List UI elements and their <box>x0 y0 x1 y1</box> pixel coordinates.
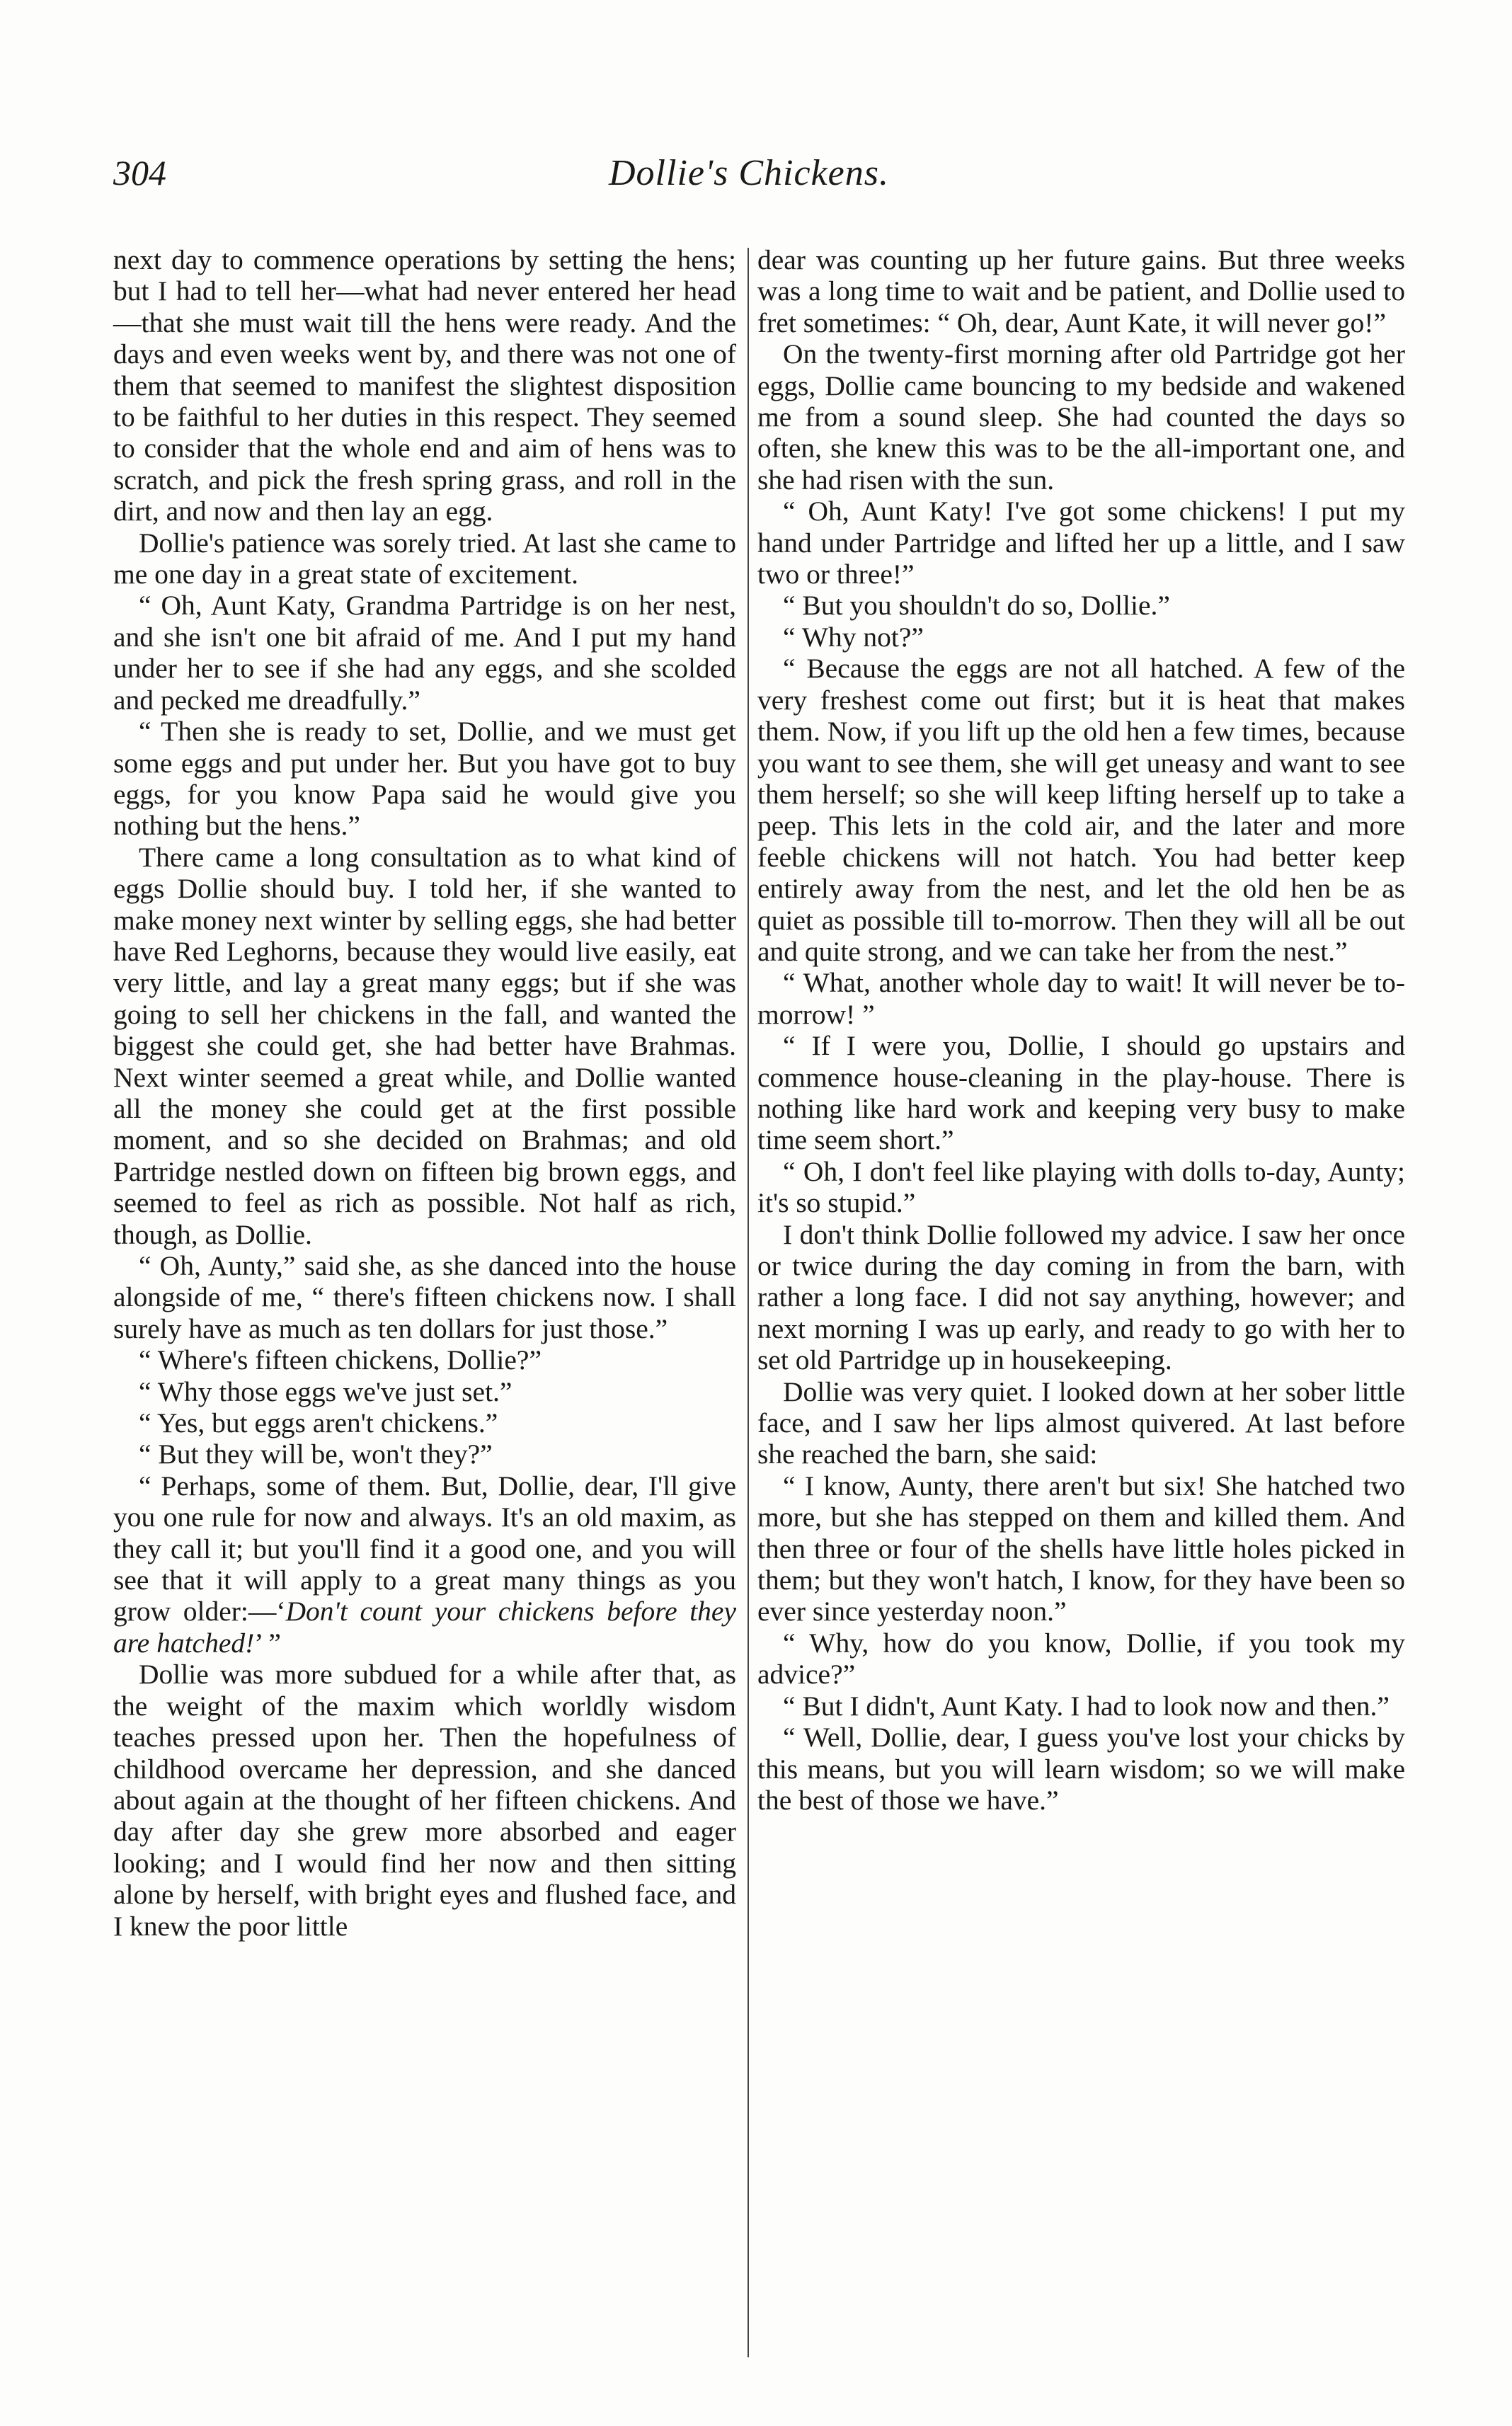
paragraph: “ Then she is ready to set, Dollie, and we must get some eggs and put under her. But you have got to buy eggs, for you know Papa said he would give you nothing but the hens.” <box>113 716 736 842</box>
paragraph: “ Well, Dollie, dear, I guess you've lost your chicks by this means, but you will learn wisdom; so we will make the best of those we have.” <box>757 1722 1405 1816</box>
paragraph: There came a long consultation as to what kind of eggs Dollie should buy. I told her, if she wanted to make money next winter by selling eggs, she had better have Red Leghorns, because they would live easily, eat very little, and lay a great many eggs; but if she was going to sell her chickens in the fall, and wanted the biggest she could get, she had better have Brahmas. Next winter seemed a great while, and Dollie wanted all the money she could get at the first possible moment, and so she decided on Brahmas; and old Partridge nestled down on fifteen big brown eggs, and seemed to feel as rich as possible. Not half as rich, though, as Dollie. <box>113 841 736 1250</box>
paragraph: “ Because the eggs are not all hatched. A few of the very freshest come out first; but it is heat that makes them. Now, if you lift up the old hen a few times, because you want to see them, she will get uneasy and want to see them herself; so she will keep lifting herself up to take a peep. This lets in the cold air, and the later and more feeble chickens will not hatch. You had better keep entirely away from the nest, and let the old hen be as quiet as possible till to-morrow. Then they will all be out and quite strong, and we can take her from the nest.” <box>757 653 1405 967</box>
paragraph: “ But they will be, won't they?” <box>139 1438 493 1470</box>
maxim-paragraph <box>113 1470 736 1659</box>
paragraph: “ Why, how do you know, Dollie, if you took my advice?” <box>757 1627 1405 1690</box>
paragraph: Dollie's patience was sorely tried. At last she came to me one day in a great state of excitement. <box>113 527 736 590</box>
maxim-close: ’ ” <box>254 1627 281 1659</box>
paragraph: On the twenty-first morning after old Partridge got her eggs, Dollie came bouncing to my bedside and wakened me from a sound sleep. She had counted the days so often, she knew this was to be the all-important one, and she had risen with the sun. <box>757 338 1405 496</box>
maxim-text: Don't count your chickens before they are hatched! <box>113 1596 736 1659</box>
right-column <box>757 244 1405 1816</box>
paragraph: “ Why those eggs we've just set.” <box>139 1375 512 1407</box>
paragraph: “ What, another whole day to wait! It will never be to-morrow! ” <box>757 967 1405 1030</box>
paragraph: next day to commence operations by setting the hens; but I had to tell her—what had never entered her head—that she must wait till the hens were ready. And the days and even weeks went by, and there was not one of them that seemed to manifest the slightest disposition to be faithful to her duties in this respect. They seemed to consider that the whole end and aim of hens was to scratch, and pick the fresh spring grass, and roll in the dirt, and now and then lay an egg. <box>113 244 736 527</box>
running-title: Dollie's Chickens. <box>609 153 889 193</box>
paragraph: Dollie was more subdued for a while after that, as the weight of the maxim which worldly wisdom teaches pressed upon her. Then the hopefulness of childhood overcame her depression, and she danced about again at the thought of her fifteen chickens. And day after day she grew more absorbed and eager looking; and I would find her now and then sitting alone by herself, with bright eyes and flushed face, and I knew the poor little <box>113 1659 736 1942</box>
paragraph: “ But you shouldn't do so, Dollie.” <box>783 590 1170 622</box>
paragraph: I don't think Dollie followed my advice. I saw her once or twice during the day coming in from the barn, with rather a long face. I did not say anything, however; and next morning I was up early, and ready to go with her to set old Partridge up in housekeeping. <box>757 1218 1405 1376</box>
paragraph: “ Oh, Aunt Katy, Grandma Partridge is on her nest, and she isn't one bit afraid of me. And I put my hand under her to see if she had any eggs, and she scolded and pecked me dreadfully.” <box>113 590 736 716</box>
paragraph: Dollie was very quiet. I looked down at her sober little face, and I saw her lips almost quivered. At last before she reached the barn, she said: <box>757 1375 1405 1470</box>
paragraph: “ If I were you, Dollie, I should go upstairs and commence house-cleaning in the play-house. There is nothing like hard work and keeping very busy to make time seem short.” <box>757 1030 1405 1156</box>
paragraph: “ Oh, I don't feel like playing with dolls to-day, Aunty; it's so stupid.” <box>757 1155 1405 1219</box>
paragraph: dear was counting up her future gains. But three weeks was a long time to wait and be patient, and Dollie used to fret sometimes: “ Oh, dear, Aunt Kate, it will never go!” <box>757 244 1405 338</box>
paragraph: “ Oh, Aunt Katy! I've got some chickens! I put my hand under Partridge and lifted her up a little, and I saw two or three!” <box>757 496 1405 590</box>
paragraph: “ Why not?” <box>783 621 924 653</box>
paragraph: “ But I didn't, Aunt Katy. I had to look now and then.” <box>783 1690 1390 1722</box>
paragraph: “ Where's fifteen chickens, Dollie?” <box>139 1344 542 1376</box>
left-column <box>113 244 736 1942</box>
paragraph: “ Yes, but eggs aren't chickens.” <box>139 1407 498 1439</box>
page-header <box>113 152 1402 216</box>
paragraph: “ I know, Aunty, there aren't but six! She hatched two more, but she has stepped on them and killed them. And then three or four of the shells have little holes picked in them; but they won't hatch, I know, for they have been so ever since yesterday noon.” <box>757 1470 1405 1627</box>
paragraph: “ Oh, Aunty,” said she, as she danced into the house alongside of me, “ there's fifteen chickens now. I shall surely have as much as ten dollars for just those.” <box>113 1250 736 1344</box>
page-number: 304 <box>113 153 166 193</box>
maxim-lead-in: “ Perhaps, some of them. But, Dollie, dear, I'll give you one rule for now and always. It's an old maxim, as they call it; but you'll find it a good one, and you will see that it will apply to a great many things as you grow older:—‘ <box>113 1470 736 1627</box>
column-divider <box>748 248 749 2357</box>
